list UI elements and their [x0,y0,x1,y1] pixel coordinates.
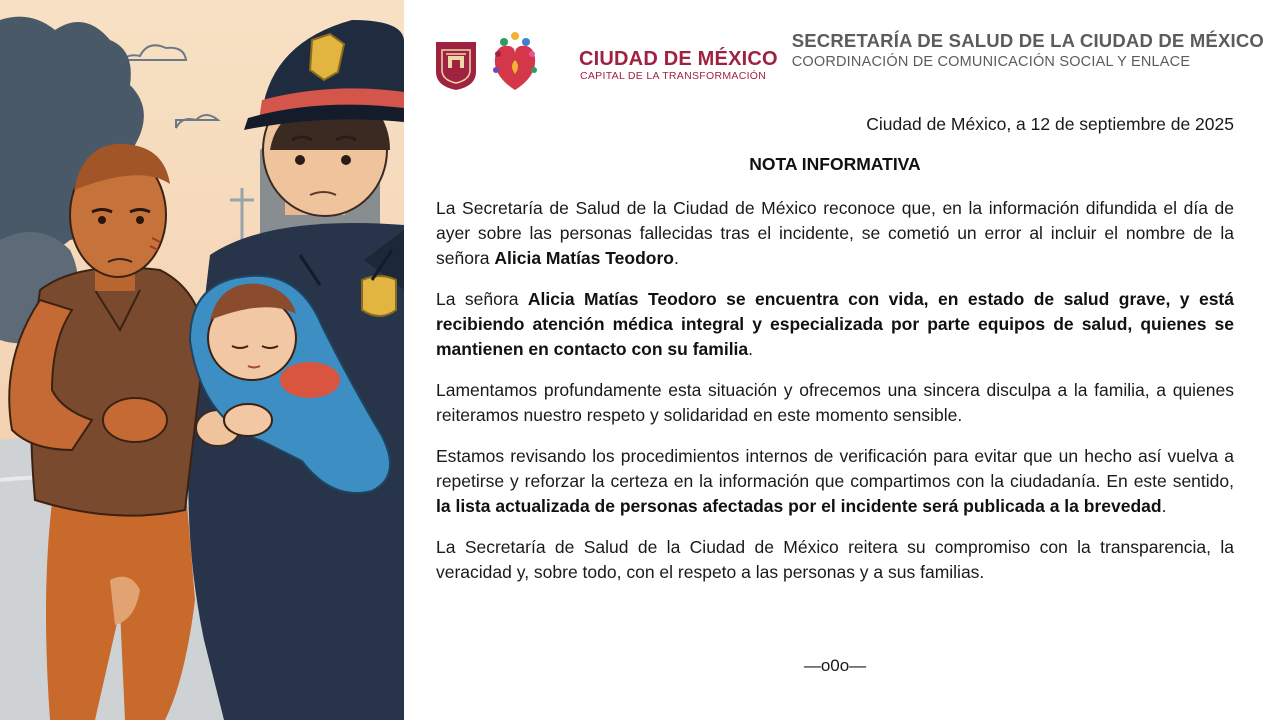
paragraph-4-end: . [1161,496,1167,516]
paragraph-4 [436,444,1234,519]
cdmx-crest-icon [434,40,478,92]
paragraph-1 [436,196,1234,271]
paragraph-1-text: La Secretaría de Salud de la Ciudad de México reconoce que, en la información difundida el día de ayer sobre las personas fallecidas tras el incidente, se cometió un error al incluir el nombre de la señora [436,198,1234,268]
agency-header [792,30,1264,70]
paragraph-1-end: . [673,248,679,268]
paragraph-2 [436,287,1234,362]
closing-mark: —o0o— [803,656,867,675]
agency-subtitle: COORDINACIÓN DE COMUNICACIÓN SOCIAL Y ENLACE [791,54,1191,70]
paragraph-4-text: Estamos revisando los procedimientos internos de verificación para evitar que un hecho así vuelva a repetirse y reforzar la certeza en la información que compartimos con la ciudadanía. En este sentido, [436,446,1234,491]
illustration-panel [0,0,404,720]
cdmx-heart-logo-icon [490,30,540,98]
paragraph-4-bold: la lista actualizada de personas afectadas por el incidente será publicada a la brevedad [436,496,1162,516]
paragraph-2-text: La señora [436,289,528,309]
paragraph-2-bold: Alicia Matías Teodoro se encuentra con vida, en estado de salud grave, y está recibiendo atención médica integral y especializada por parte equipos de salud, quienes se mantienen en contacto con su familia [436,289,1234,359]
cdmx-name: CIUDAD DE MÉXICO [579,48,778,70]
document-body [436,196,1234,601]
date-line: Ciudad de México, a 12 de septiembre de 2025 [866,114,1234,134]
police-badge-icon [362,276,396,316]
paragraph-5: La Secretaría de Salud de la Ciudad de México reitera su compromiso con la transparencia, la veracidad y, sobre todo, con el respeto a las personas y a sus familias. [436,537,1234,582]
paragraph-2-end: . [748,339,754,359]
document-title: NOTA INFORMATIVA [749,154,921,174]
paragraph-1-bold: Alicia Matías Teodoro [494,248,674,268]
cdmx-slogan: CAPITAL DE LA TRANSFORMACIÓN [580,70,767,82]
press-note-document [404,0,1280,720]
agency-name: SECRETARÍA DE SALUD DE LA CIUDAD DE MÉXICO [791,30,1264,51]
paragraph-3: Lamentamos profundamente esta situación y ofrecemos una sincera disculpa a la familia, a quienes reiteramos nuestro respeto y solidaridad en este momento sensible. [436,380,1234,425]
